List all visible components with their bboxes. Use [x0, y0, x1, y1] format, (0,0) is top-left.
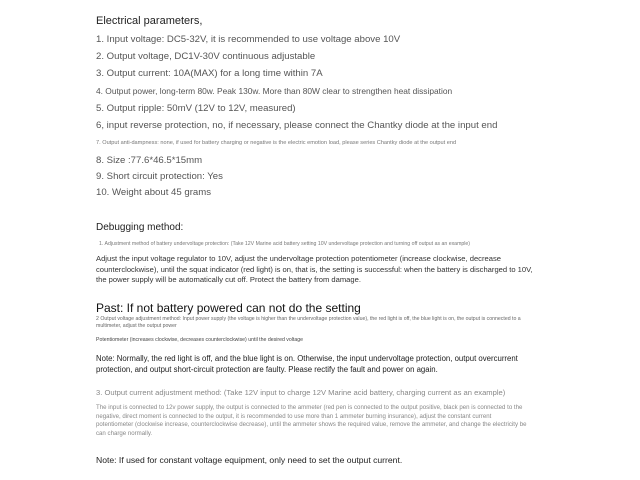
note-2: Note: If used for constant voltage equipment, only need to set the output current. [96, 455, 403, 465]
param-item-10: 10. Weight about 45 grams [96, 187, 212, 198]
debugging-heading: Debugging method: [96, 222, 184, 233]
param-item-5: 5. Output ripple: 50mV (12V to 12V, measured) [96, 103, 296, 114]
param-item-8: 8. Size :77.6*46.5*15mm [96, 155, 203, 166]
step2-title: 2 Output voltage adjustment method: Input power supply (the voltage is higher than the undervoltage protection value), the red light is off, the blue light is on, the output is connected to a multimeter, adjust the output power [96, 316, 521, 329]
param-item-4: 4. Output power, long-term 80w. Peak 130w. More than 80W clear to strengthen heat dissipation [96, 86, 453, 96]
param-item-6: 6, input reverse protection, no, if necessary, please connect the Chantky diode at the input end [96, 120, 498, 131]
step3-body: The input is connected to 12v power supply, the output is connected to the ammeter (red pen is connected to the output positive, black pen is connected to the negative, direct moment is connected to the output, it is recommended to use more than 1 ammeter burning insurance), adjust the constant current potentiometer (clockwise increase, counterclockwise decrease), until the ammeter shows the required value, remove the ammeter, and change the electricity be can charge normally. [96, 404, 527, 438]
step3-title: 3. Output current adjustment method: (Take 12V input to charge 12V Marine acid battery, charging current as an example) [96, 388, 506, 397]
step2-body: Potentiometer (increases clockwise, decreases counterclockwise) until the desired voltage [96, 337, 304, 343]
param-item-3: 3. Output current: 10A(MAX) for a long time within 7A [96, 68, 323, 79]
param-item-7: 7. Output anti-dampness: none, if used for battery charging or negative is the electric emotion load, please series Chantky diode at the output end [96, 140, 457, 146]
param-item-1: 1. Input voltage: DC5-32V, it is recommended to use voltage above 10V [96, 34, 401, 45]
note-1: Note: Normally, the red light is off, and the blue light is on. Otherwise, the input undervoltage protection, output overcurrent protection, and output short-circuit protection are faulty. Please rectify the fault and power on again. [96, 354, 518, 374]
param-item-2: 2. Output voltage, DC1V-30V continuous adjustable [96, 51, 316, 62]
step1-body: Adjust the input voltage regulator to 10V, adjust the undervoltage protection potentiometer (increase clockwise, decrease counterclockwise), until the squat indicator (red light) is on, that is, the setting is successful: when the battery is discharged to 10V, the power supply will be automatically cut off. Protect the battery from damage. [96, 254, 533, 284]
electrical-parameters-heading: Electrical parameters, [96, 15, 203, 27]
step1-title: 1. Adjustment method of battery undervoltage protection: (Take 12V Marine acid battery setting 10V undervoltage protection and turning off output as an example) [99, 241, 471, 247]
param-item-9: 9. Short circuit protection: Yes [96, 171, 223, 182]
past-line: Past: If not battery powered can not do the setting [96, 301, 361, 315]
